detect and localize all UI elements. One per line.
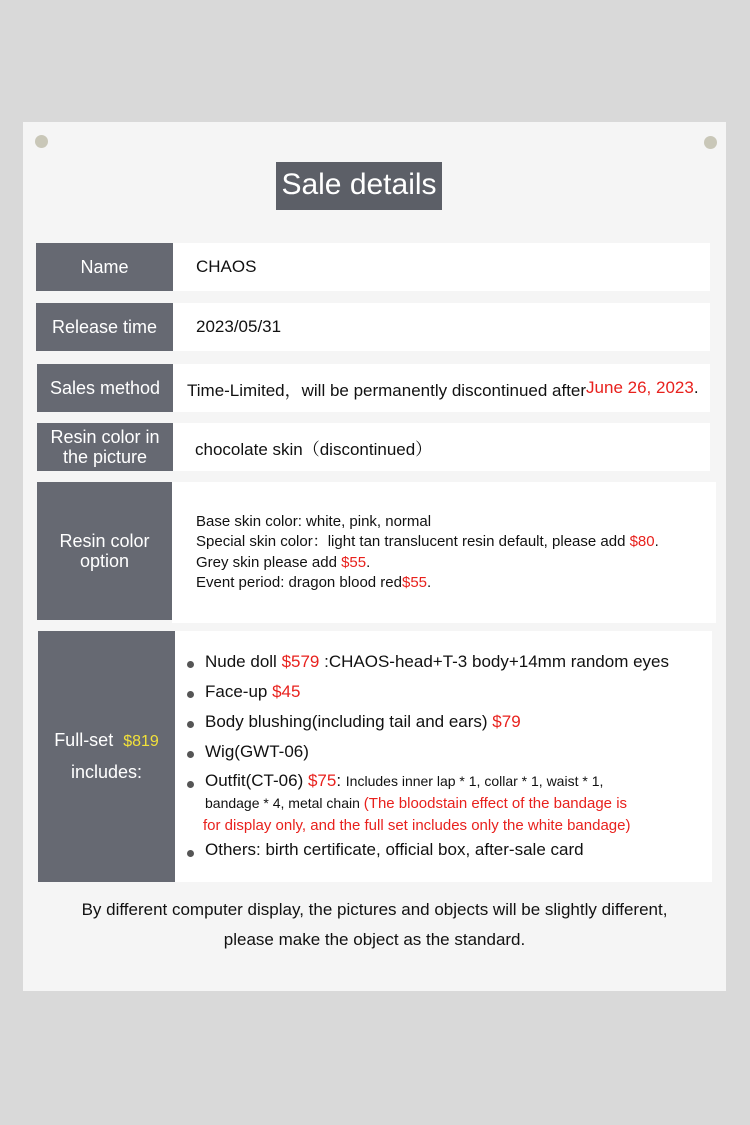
list-item-outfit <box>179 770 669 837</box>
fullset-item-list <box>179 650 669 861</box>
list-item-face-up <box>179 680 669 704</box>
event-period-period: . <box>427 574 432 591</box>
special-skin-text: Special skin color：light tan translucent resin default, please add <box>196 533 630 550</box>
fullset-value <box>175 631 712 882</box>
face-up-price: $45 <box>272 682 301 701</box>
pin-dot-right <box>704 136 717 149</box>
sales-method-label: Sales method <box>37 364 173 412</box>
fullset-price: $819 <box>123 733 159 750</box>
event-period-text: Event period: dragon blood red <box>196 574 402 591</box>
outfit-price: $75 <box>307 771 337 790</box>
sales-method-text: Time-Limited，will be permanently discontinued after <box>187 380 587 400</box>
event-period-price: $55 <box>401 574 428 591</box>
base-skin-line: Base skin color: white, pink, normal <box>196 512 432 530</box>
outfit-detail-1: Includes inner lap * 1, collar * 1, waist * 1, <box>345 773 604 789</box>
body-blushing-text: Body blushing(including tail and ears) <box>205 712 493 731</box>
resin-option-label <box>37 482 172 620</box>
resin-picture-value: chocolate skin（discontinued） <box>173 423 710 471</box>
resin-picture-label <box>37 423 173 471</box>
resin-option-value <box>172 482 716 623</box>
outfit-colon: : <box>336 771 346 790</box>
resin-picture-label-line1: Resin color in <box>50 427 160 447</box>
pin-dot-left <box>35 135 48 148</box>
nude-doll-price: $579 <box>281 652 320 671</box>
sales-method-period: . <box>693 378 699 397</box>
fullset-label-text: Full-set <box>54 730 114 750</box>
fullset-label <box>38 631 175 882</box>
outfit-line2 <box>205 792 669 815</box>
resin-option-label-line1: Resin color <box>59 531 150 551</box>
fullset-label-line2: includes: <box>70 762 143 782</box>
grey-skin-text: Grey skin please add <box>196 553 342 571</box>
sales-method-value <box>173 364 710 412</box>
disclaimer-line2: please make the object as the standard. <box>223 930 526 949</box>
outfit-note-1: (The bloodstain effect of the bandage is <box>363 795 628 812</box>
resin-option-label-line2: option <box>79 551 130 571</box>
list-item-wig: Wig(GWT-06) <box>179 740 669 764</box>
special-skin-line <box>196 532 659 553</box>
release-time-value: 2023/05/31 <box>173 303 710 351</box>
list-item-nude-doll <box>179 650 669 674</box>
face-up-text: Face-up <box>205 682 273 701</box>
outfit-note-2: for display only, and the full set includes only the white bandage) <box>203 817 631 834</box>
outfit-line1 <box>205 770 669 792</box>
outfit-text: Outfit(CT-06) <box>205 771 308 790</box>
resin-picture-label-line2: the picture <box>62 447 148 467</box>
name-label: Name <box>36 243 173 291</box>
disclaimer-line1: By different computer display, the pictures and objects will be slightly different, <box>81 900 668 919</box>
nude-doll-text: Nude doll <box>205 652 282 671</box>
body-blushing-price: $79 <box>492 712 521 731</box>
resin-option-lines <box>196 512 659 594</box>
fullset-label-line1 <box>54 725 159 757</box>
discontinue-date: June 26, 2023 <box>586 378 694 397</box>
list-item-body-blushing <box>179 710 669 734</box>
list-item-others: Others: birth certificate, official box, after-sale card <box>179 839 669 861</box>
special-skin-price: $80 <box>629 533 655 550</box>
grey-skin-price: $55 <box>341 553 367 571</box>
page-title: Sale details <box>276 162 442 210</box>
grey-skin-period: . <box>366 553 371 571</box>
event-period-line <box>196 573 659 594</box>
outfit-detail-2: bandage * 4, metal chain <box>205 795 364 811</box>
grey-skin-line <box>196 553 659 574</box>
special-skin-period: . <box>654 533 659 550</box>
nude-doll-detail: :CHAOS-head+T-3 body+14mm random eyes <box>319 652 670 671</box>
name-value: CHAOS <box>173 243 710 291</box>
release-time-label: Release time <box>36 303 173 351</box>
disclaimer <box>23 895 726 955</box>
